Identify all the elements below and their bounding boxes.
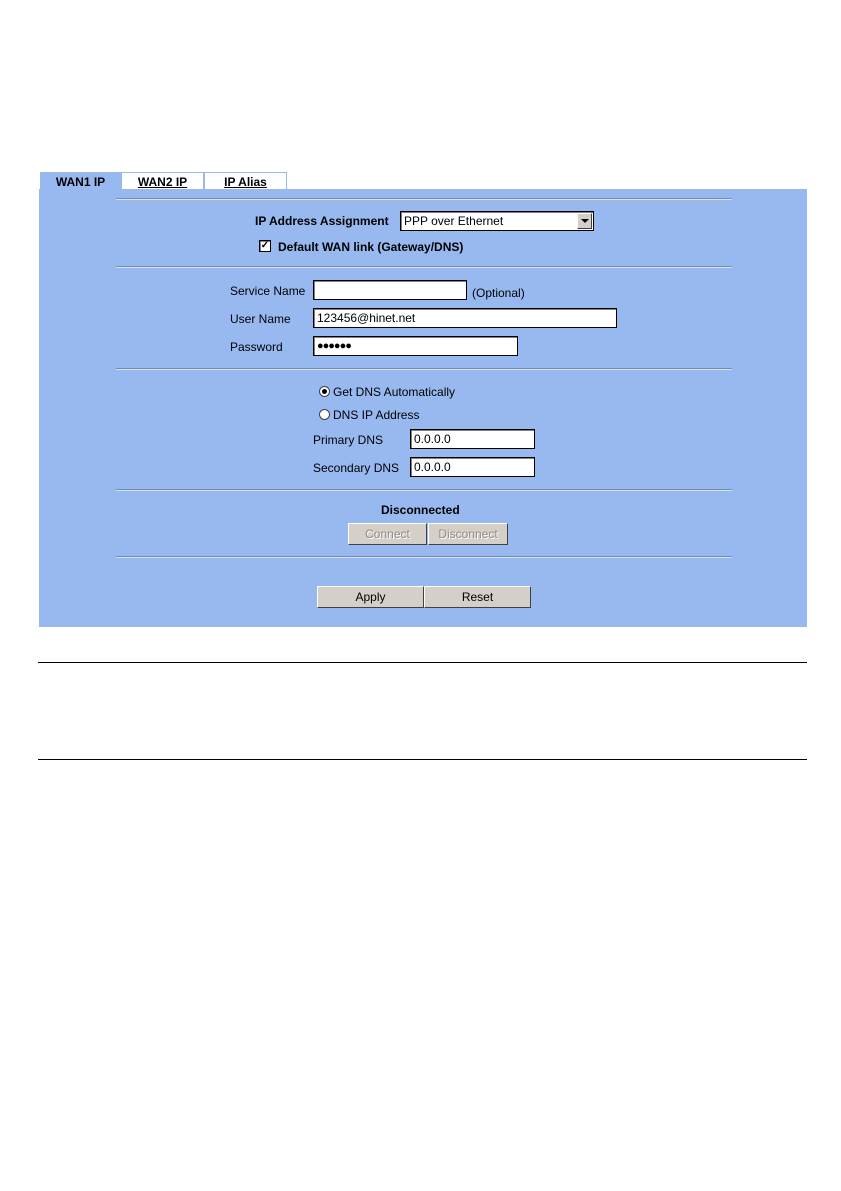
service-name-label: Service Name — [230, 284, 306, 298]
password-label: Password — [230, 340, 283, 354]
service-name-hint: (Optional) — [472, 286, 525, 300]
disconnect-button[interactable]: Disconnect — [428, 523, 508, 545]
ip-assignment-selected-value: PPP over Ethernet — [404, 214, 504, 228]
tab-ip-alias[interactable]: IP Alias — [204, 172, 287, 190]
secondary-dns-label: Secondary DNS — [313, 461, 400, 475]
divider — [116, 198, 732, 200]
ip-assignment-select[interactable] — [400, 211, 594, 231]
password-input[interactable]: ●●●●●● — [313, 336, 518, 356]
connect-button[interactable]: Connect — [348, 523, 427, 545]
get-dns-auto-radio[interactable] — [319, 386, 330, 397]
divider — [116, 368, 732, 370]
connection-status: Disconnected — [381, 503, 460, 517]
divider — [116, 489, 732, 491]
divider — [116, 556, 732, 558]
chevron-down-icon[interactable] — [577, 213, 592, 229]
tab-wan1-ip[interactable]: WAN1 IP — [40, 172, 121, 190]
user-name-input[interactable]: 123456@hinet.net — [313, 308, 617, 328]
horizontal-rule — [38, 662, 807, 663]
horizontal-rule — [38, 759, 807, 760]
user-name-label: User Name — [230, 312, 291, 326]
wan1-settings-panel — [39, 189, 807, 627]
ip-assignment-label: IP Address Assignment — [255, 214, 389, 228]
tab-wan2-ip[interactable]: WAN2 IP — [121, 172, 204, 190]
reset-button[interactable]: Reset — [424, 586, 531, 608]
get-dns-auto-label: Get DNS Automatically — [333, 385, 456, 399]
dns-ip-address-radio[interactable] — [319, 409, 330, 420]
default-wan-checkbox[interactable]: ✓ — [260, 240, 270, 251]
primary-dns-input[interactable]: 0.0.0.0 — [410, 429, 535, 449]
primary-dns-label: Primary DNS — [313, 433, 384, 447]
secondary-dns-input[interactable]: 0.0.0.0 — [410, 457, 535, 477]
divider — [116, 266, 732, 268]
apply-button[interactable]: Apply — [317, 586, 424, 608]
service-name-input[interactable] — [313, 280, 467, 300]
dns-ip-address-label: DNS IP Address — [333, 408, 420, 422]
default-wan-label: Default WAN link (Gateway/DNS) — [278, 240, 464, 254]
